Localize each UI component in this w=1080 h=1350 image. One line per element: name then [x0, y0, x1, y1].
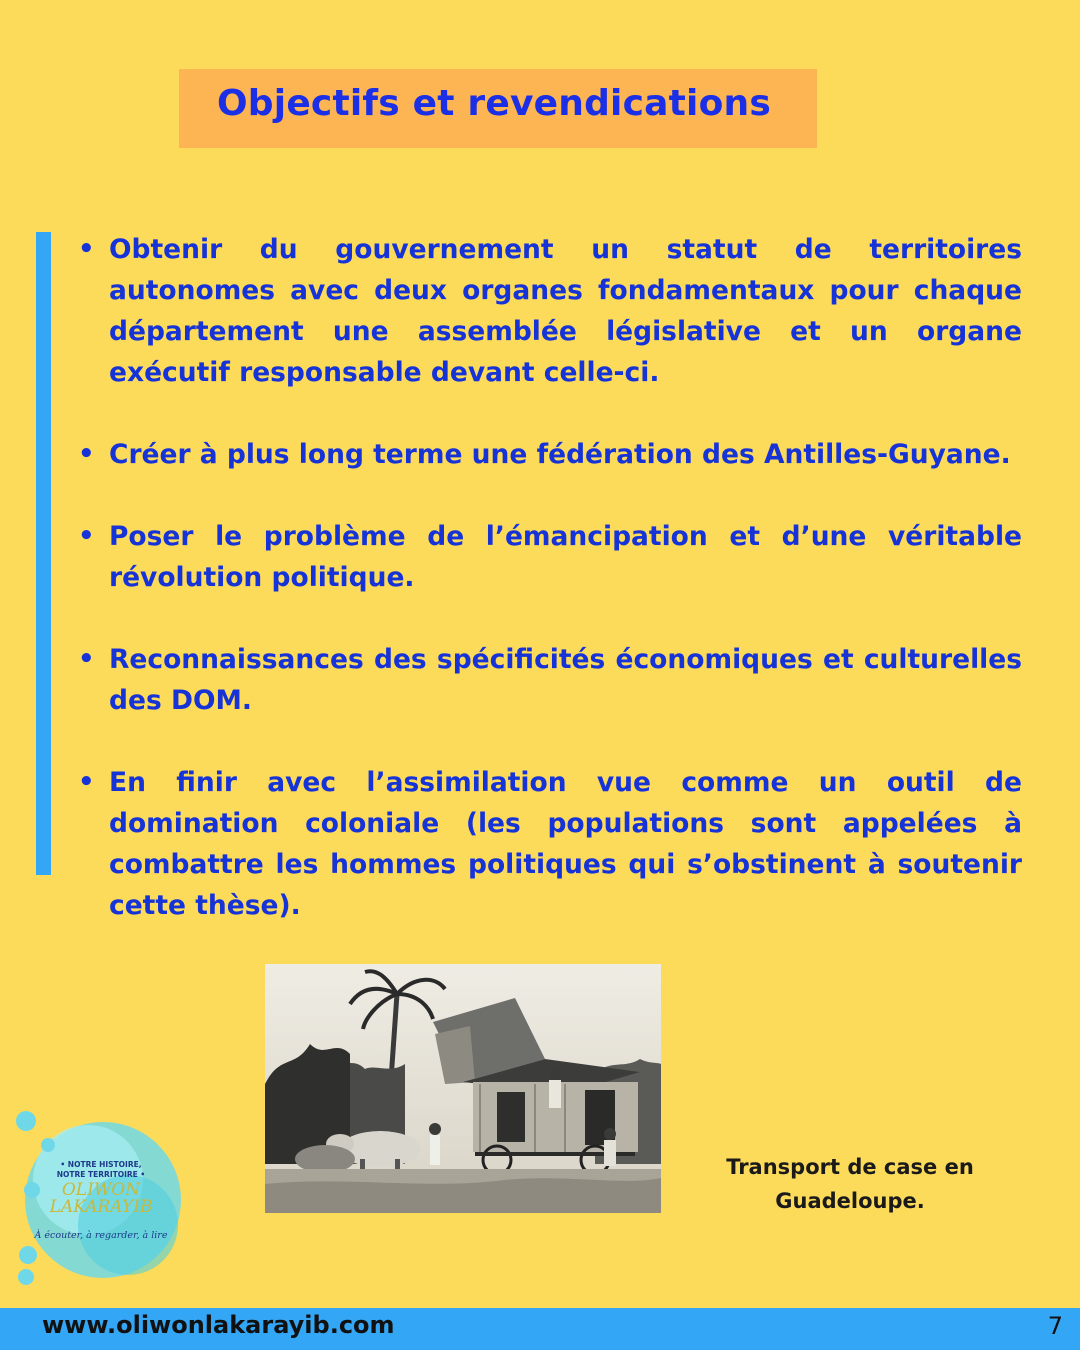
logo-name-2: LAKARAYIB	[49, 1197, 153, 1217]
historical-photo	[265, 964, 661, 1213]
list-item	[78, 516, 1022, 598]
caption-line-2: Guadeloupe.	[775, 1189, 925, 1213]
bullet-icon: •	[78, 767, 95, 797]
bullet-icon: •	[78, 439, 95, 469]
list-item-text: En finir avec l’assimilation vue comme un outil de domination coloniale (les populations sont appelées à combattre les hommes politiques qui s’obstinent à soutenir cette thèse).	[109, 767, 1022, 921]
brand-logo	[8, 1105, 198, 1285]
website-link[interactable]: www.oliwonlakarayib.com	[42, 1311, 395, 1339]
logo-tagline-2: NOTRE TERRITOIRE •	[56, 1170, 146, 1179]
list-item	[78, 639, 1022, 721]
list-item	[78, 229, 1022, 393]
page-title: Objectifs et revendications	[217, 83, 771, 124]
list-item-text: Obtenir du gouvernement un statut de territoires autonomes avec deux organes fondamentaux pour chaque département une assemblée législative et un organe exécutif responsable devant celle-ci.	[109, 234, 1022, 388]
photo-caption	[700, 1150, 1000, 1218]
bullet-icon: •	[78, 521, 95, 551]
list-item-text: Créer à plus long terme une fédération des Antilles-Guyane.	[109, 439, 1011, 470]
page-number: 7	[1047, 1312, 1063, 1340]
list-item	[78, 434, 1022, 475]
logo-badge	[8, 1105, 198, 1285]
list-item	[78, 762, 1022, 926]
list-item-text: Reconnaissances des spécificités économiques et culturelles des DOM.	[109, 644, 1022, 716]
objectives-list	[78, 229, 1022, 967]
title-banner	[179, 69, 817, 148]
accent-bar	[36, 232, 51, 875]
caption-line-1: Transport de case en	[726, 1155, 974, 1179]
logo-name-1: OLIWON	[61, 1180, 141, 1200]
bullet-icon: •	[78, 644, 95, 674]
bullet-icon: •	[78, 234, 95, 264]
logo-tagline-1: • NOTRE HISTOIRE,	[60, 1160, 142, 1169]
logo-subtitle: À écouter, à regarder, à lire	[34, 1230, 168, 1241]
photo-illustration	[265, 964, 661, 1213]
list-item-text: Poser le problème de l’émancipation et d’une véritable révolution politique.	[109, 521, 1022, 593]
footer-bar	[0, 1308, 1080, 1350]
